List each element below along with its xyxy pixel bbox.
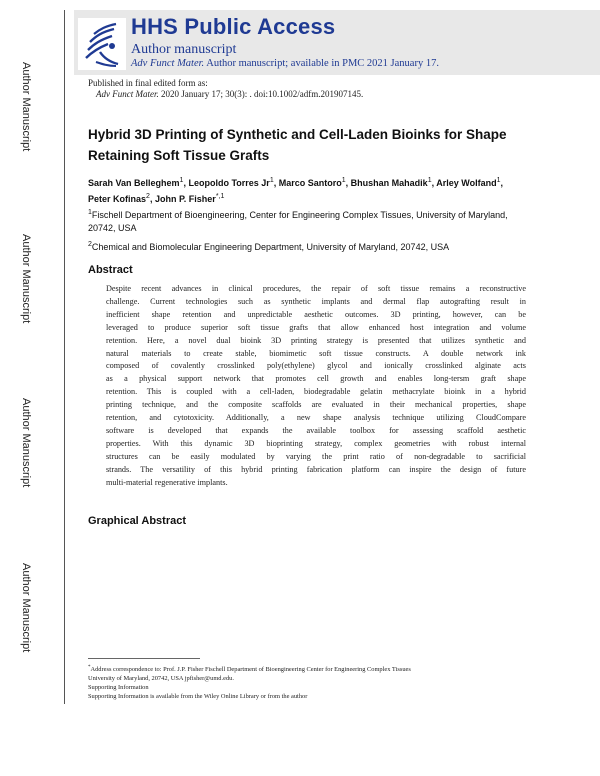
author-affiliation-mark: 1	[427, 177, 432, 184]
journal-availability-line	[131, 58, 439, 69]
author-name: Arley Wolfand	[436, 178, 497, 188]
correspondence-line: University of Maryland, 20742, USA jpfisher@umd.edu.	[88, 675, 234, 683]
abstract-line: multi-material regenerative implants.	[106, 477, 228, 487]
graphical-abstract-heading: Graphical Abstract	[88, 515, 187, 527]
abstract-line: printing technique, and the composite scaffolds are evaluated in their mechanical properties, shape	[106, 400, 526, 410]
author-name: John P. Fisher	[154, 194, 216, 204]
abstract-line: Despite recent advances in clinical procedures, the repair of soft tissue remains a reconstructive	[106, 284, 526, 293]
correspondence-line: Address correspondence to: Prof. J.P. Fisher Fischell Department of Bioengineering Center for Engineering Complex Tissues	[90, 666, 411, 674]
abstract-heading: Abstract	[88, 264, 133, 276]
affiliation-text: Fischell Department of Bioengineering, Center for Engineering Complex Tissues, University of Maryland, 20742, USA	[88, 210, 508, 233]
footnotes	[88, 664, 518, 702]
article-title: Hybrid 3D Printing of Synthetic and Cell-Laden Bioinks for Shape Retaining Soft Tissue Grafts	[88, 127, 507, 163]
affiliation-mark: 1	[88, 209, 92, 216]
author-manuscript-subtitle: Author manuscript	[131, 42, 237, 57]
abstract-line: leveraged to produce superior soft tissue grafts that allow enhanced host integration and volume	[106, 322, 526, 332]
affiliation-mark: 2	[88, 241, 92, 248]
supporting-info-text: Supporting Information is available from the Wiley Online Library or from the author	[88, 692, 308, 700]
abstract-line: software is developed that expands the available toolbox for assessing scaffold aesthetic	[106, 425, 526, 435]
author-name: Bhushan Mahadik	[350, 178, 428, 188]
correspondence-footnote	[88, 664, 518, 675]
author-name: Leopoldo Torres Jr	[188, 178, 270, 188]
side-label-author-manuscript: Author Manuscript	[20, 563, 32, 653]
abstract-body	[106, 283, 526, 490]
author-affiliation-mark: 1	[341, 177, 346, 184]
author-affiliation-mark: 2	[146, 193, 150, 200]
abstract-line: as a physical support network that promotes cell growth and enables long-tersm graft shape	[106, 374, 526, 384]
abstract-line: properties. With this dynamic 3D bioprinting strategy, complex geometries with robust internal	[106, 438, 526, 448]
affiliation-text: Chemical and Biomolecular Engineering Department, University of Maryland, 20742, USA	[91, 242, 450, 252]
abstract-line: structures can be easily modulated by varying the print ratio of non-degradable to sacrificial	[106, 451, 526, 461]
side-label-author-manuscript: Author Manuscript	[20, 62, 32, 152]
side-label-author-manuscript: Author Manuscript	[20, 234, 32, 324]
abstract-line: retention. Here, a novel dual bioink 3D printing strategy is presented that utilizes synthetic and	[106, 335, 526, 345]
journal-abbrev: Adv Funct Mater.	[131, 58, 205, 69]
hhs-eagle-logo-icon	[78, 18, 126, 70]
abstract-line: challenge. Current technologies such as synthetic implants and dermal flap autografting result in	[106, 296, 526, 306]
left-margin-rule	[64, 10, 65, 704]
affiliation-1	[88, 206, 528, 235]
affiliation-2	[88, 238, 528, 254]
abstract-line: retention, and cytotoxicity. Additionally, a new shape analysis technique utilizing CloudCompare	[106, 413, 526, 423]
abstract-line: retention. This is coupled with a cell-laden, biodegradable gelatin methacrylate bioink in a hybrid	[106, 387, 526, 397]
citation-line	[96, 89, 363, 99]
footnote-rule	[88, 658, 200, 659]
author-list: Sarah Van Belleghem$^1$, Leopoldo Torres Jr$^1$, Marco Santoro$^1$, Bhushan Mahadik$^1$, Arley Wolfand$^1$, Peter Kofinas$^2$, John P. Fisher$^{*,1}$	[88, 177, 504, 204]
author-name: Peter Kofinas	[88, 194, 147, 204]
correspondence-mark: *	[88, 665, 91, 670]
side-label-author-manuscript: Author Manuscript	[20, 398, 32, 488]
citation-details: 2020 January 17; 30(3): . doi:10.1002/adfm.201907145.	[160, 89, 364, 99]
author-name: Sarah Van Belleghem	[88, 178, 180, 188]
author-affiliation-mark: *,1	[215, 193, 225, 200]
published-in-label: Published in final edited form as:	[88, 78, 208, 88]
citation-journal: Adv Funct Mater.	[96, 89, 159, 99]
author-affiliation-mark: 1	[179, 177, 184, 184]
supporting-info-label: Supporting Information	[88, 683, 149, 691]
abstract-line: composed of covalently crosslinked poly(ethylene) glycol and ionically crosslinked alginate acts	[106, 361, 526, 371]
author-affiliation-mark: 1	[269, 177, 274, 184]
author-name: Marco Santoro	[278, 178, 342, 188]
abstract-line: inefficient shape retention and unpredictable aesthetic outcomes. 3D printing, however, can be	[106, 309, 526, 319]
hhs-public-access-title: HHS Public Access	[131, 14, 336, 39]
author-affiliation-mark: 1	[496, 177, 501, 184]
journal-status: Author manuscript; available in PMC 2021 January 17.	[206, 58, 439, 69]
abstract-line: natural materials to create stable, biomimetic soft tissue constructs. A double network ink	[106, 348, 526, 358]
abstract-line: strands. The versatility of this hybrid printing fabrication platform can inspire the design of future	[106, 464, 526, 474]
